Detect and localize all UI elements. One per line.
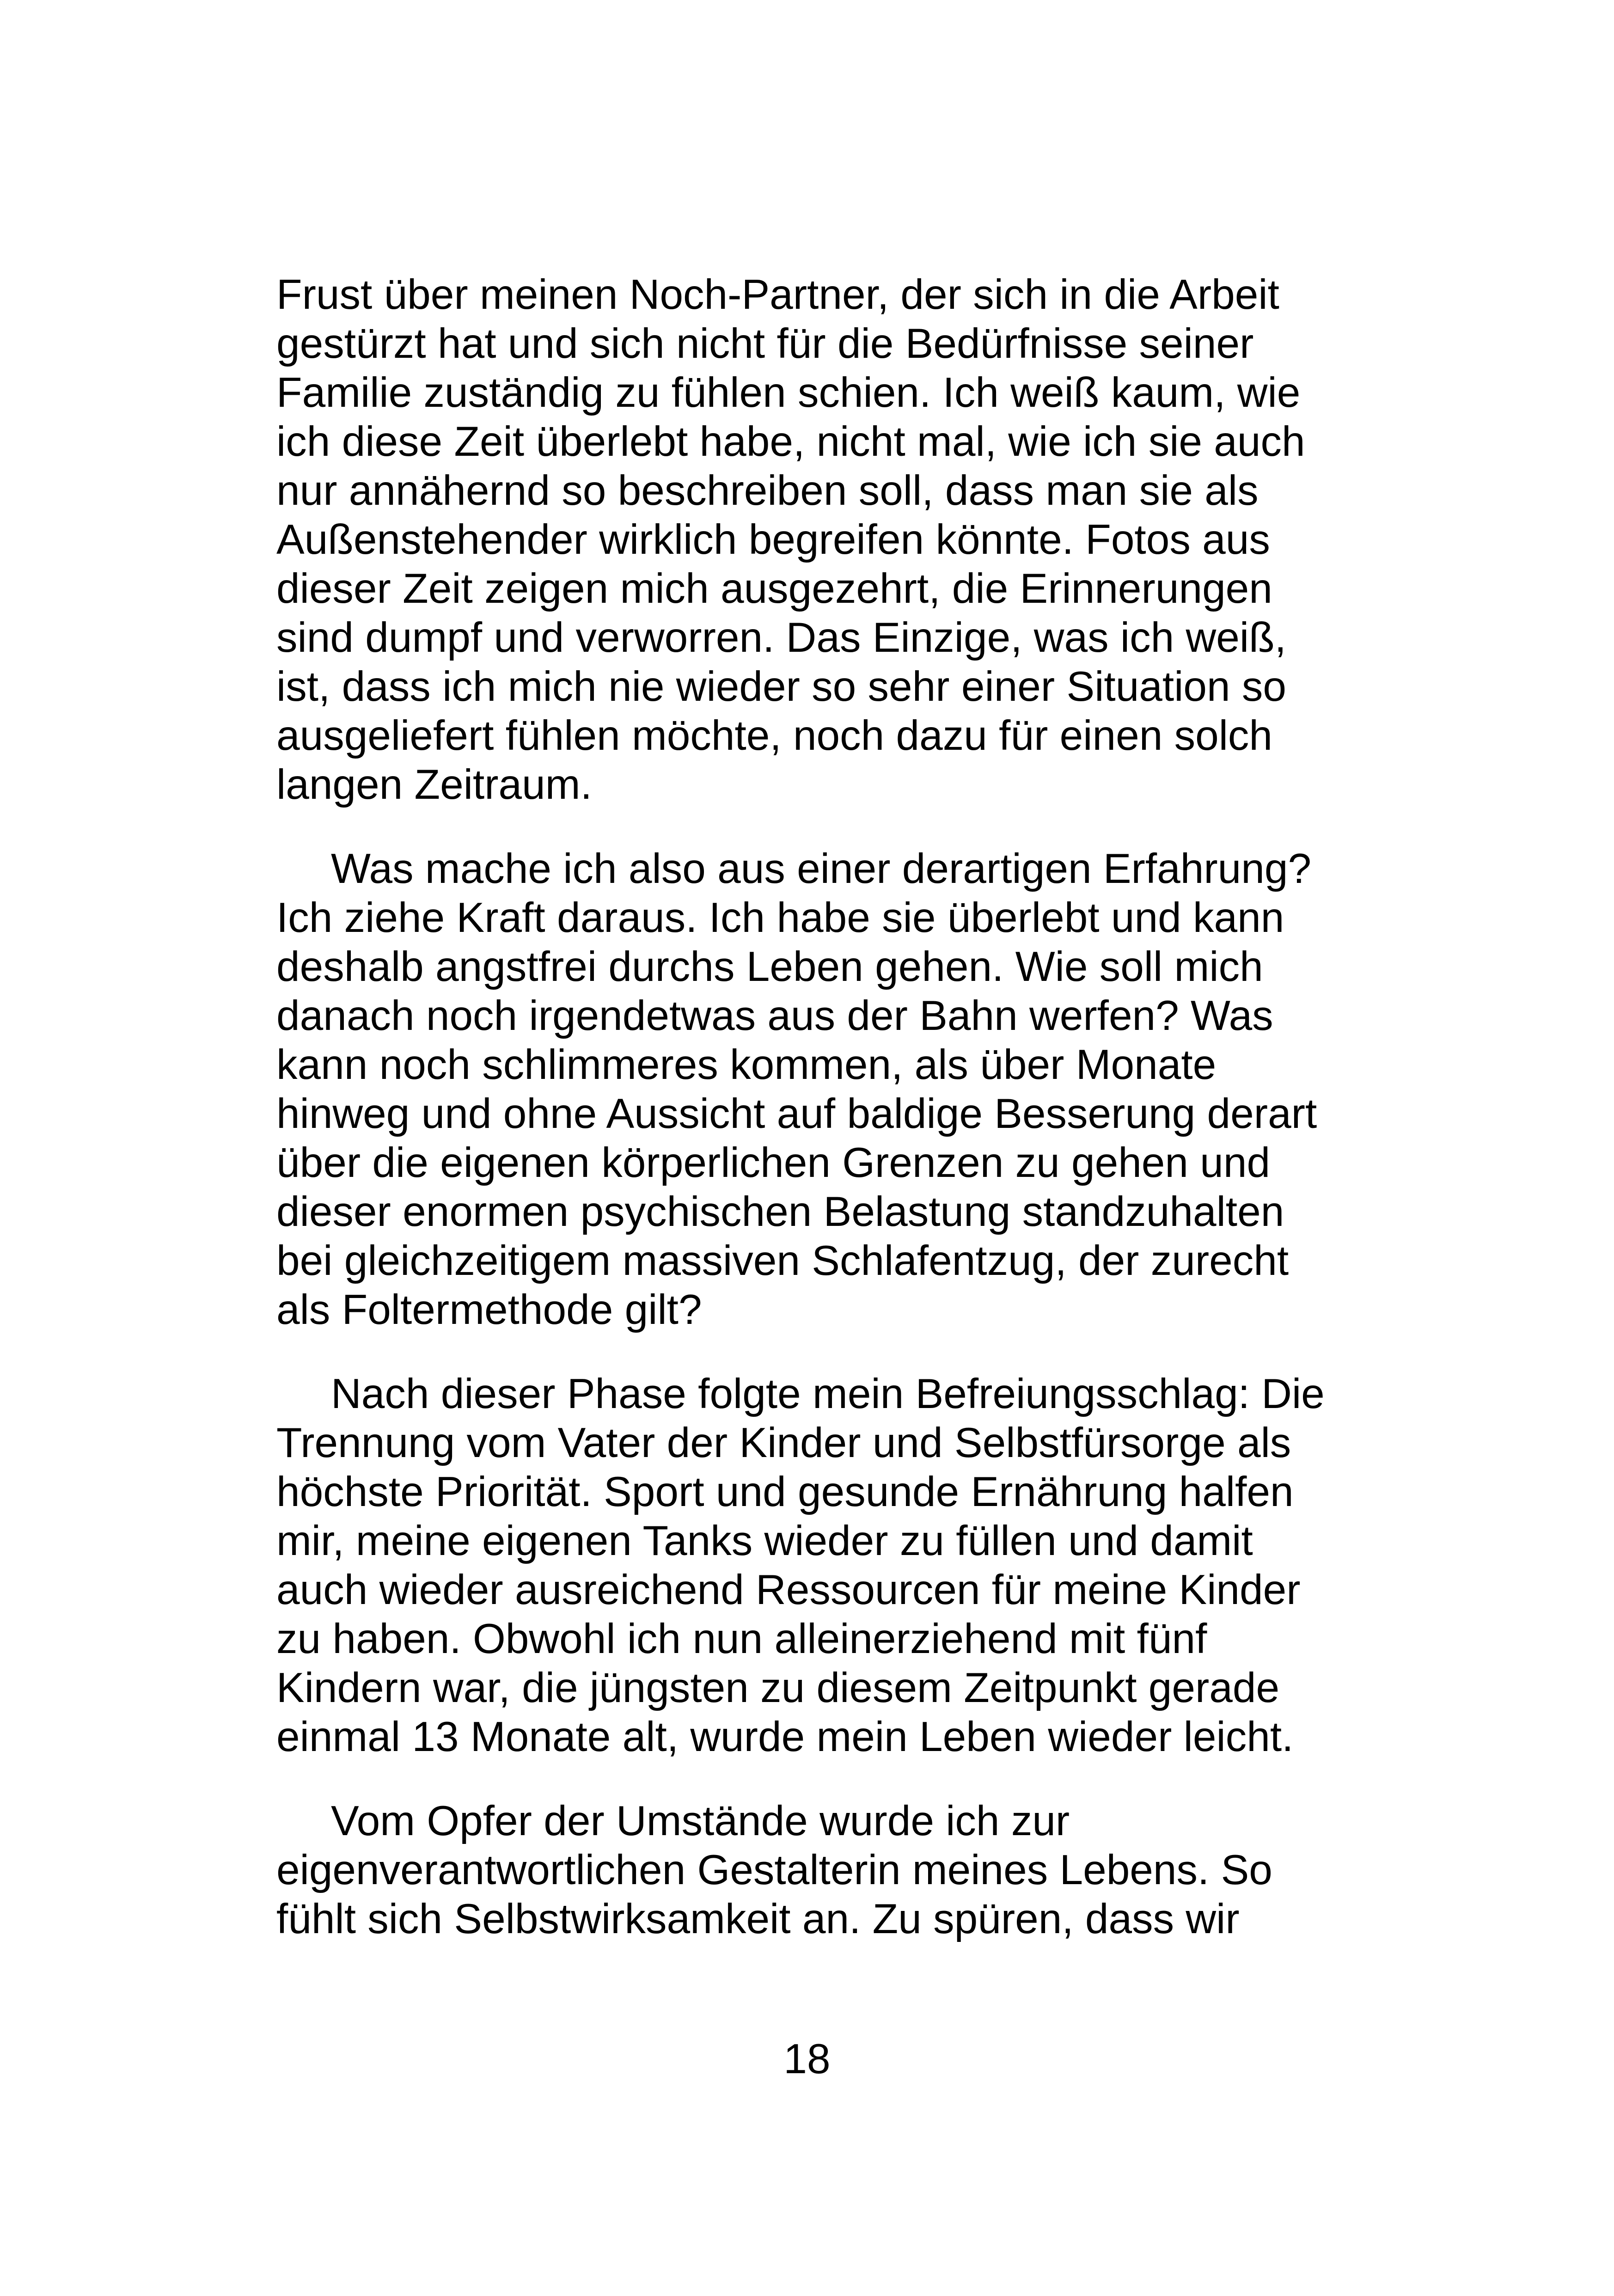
- paragraph-3: [276, 1370, 1344, 1762]
- body-text: [276, 270, 1344, 1944]
- text-line: auch wieder ausreichend Ressourcen für meine Kinder: [276, 1567, 1301, 1613]
- text-line: zu haben. Obwohl ich nun alleinerziehend mit fünf: [276, 1616, 1207, 1662]
- page-number: 18: [783, 2036, 831, 2082]
- text-line: einmal 13 Monate alt, wurde mein Leben wieder leicht.: [276, 1714, 1294, 1760]
- text-line: über die eigenen körperlichen Grenzen zu gehen und: [276, 1139, 1271, 1186]
- text-line: dieser Zeit zeigen mich ausgezehrt, die Erinnerungen: [276, 565, 1272, 612]
- text-line: Nach dieser Phase folgte mein Befreiungsschlag: Die: [331, 1371, 1325, 1417]
- text-line: ist, dass ich mich nie wieder so sehr einer Situation so: [276, 663, 1287, 710]
- text-line: eigenverantwortlichen Gestalterin meines Lebens. So: [276, 1847, 1272, 1893]
- text-line: dieser enormen psychischen Belastung standzuhalten: [276, 1188, 1284, 1235]
- text-line: deshalb angstfrei durchs Leben gehen. Wie soll mich: [276, 943, 1263, 990]
- text-line: Vom Opfer der Umstände wurde ich zur: [331, 1798, 1070, 1844]
- paragraph-1: [276, 270, 1344, 809]
- text-line: langen Zeitraum.: [276, 761, 592, 808]
- text-line: Kindern war, die jüngsten zu diesem Zeitpunkt gerade: [276, 1665, 1280, 1711]
- text-line: gestürzt hat und sich nicht für die Bedürfnisse seiner: [276, 320, 1254, 367]
- text-line: Was mache ich also aus einer derartigen Erfahrung?: [331, 845, 1312, 892]
- text-line: mir, meine eigenen Tanks wieder zu füllen und damit: [276, 1518, 1253, 1564]
- text-line: danach noch irgendetwas aus der Bahn werfen? Was: [276, 992, 1273, 1039]
- text-line: Ich ziehe Kraft daraus. Ich habe sie überlebt und kann: [276, 894, 1284, 941]
- text-line: sind dumpf und verworren. Das Einzige, was ich weiß,: [276, 614, 1286, 661]
- text-line: bei gleichzeitigem massiven Schlafentzug, der zurecht: [276, 1237, 1289, 1284]
- text-line: ich diese Zeit überlebt habe, nicht mal, wie ich sie auch: [276, 418, 1305, 465]
- text-line: fühlt sich Selbstwirksamkeit an. Zu spüren, dass wir: [276, 1896, 1240, 1942]
- text-line: kann noch schlimmeres kommen, als über Monate: [276, 1041, 1217, 1088]
- paragraph-2: [276, 845, 1344, 1335]
- text-line: hinweg und ohne Aussicht auf baldige Besserung derart: [276, 1090, 1317, 1137]
- text-line: Familie zuständig zu fühlen schien. Ich weiß kaum, wie: [276, 369, 1301, 416]
- text-line: Trennung vom Vater der Kinder und Selbstfürsorge als: [276, 1420, 1291, 1466]
- text-line: Frust über meinen Noch-Partner, der sich in die Arbeit: [276, 271, 1279, 318]
- text-line: Außenstehender wirklich begreifen könnte. Fotos aus: [276, 516, 1270, 563]
- text-line: höchste Priorität. Sport und gesunde Ernährung halfen: [276, 1469, 1294, 1515]
- text-line: als Foltermethode gilt?: [276, 1286, 702, 1333]
- text-line: ausgeliefert fühlen möchte, noch dazu für einen solch: [276, 712, 1273, 759]
- text-line: nur annähernd so beschreiben soll, dass man sie als: [276, 467, 1259, 514]
- paragraph-4: [276, 1797, 1344, 1944]
